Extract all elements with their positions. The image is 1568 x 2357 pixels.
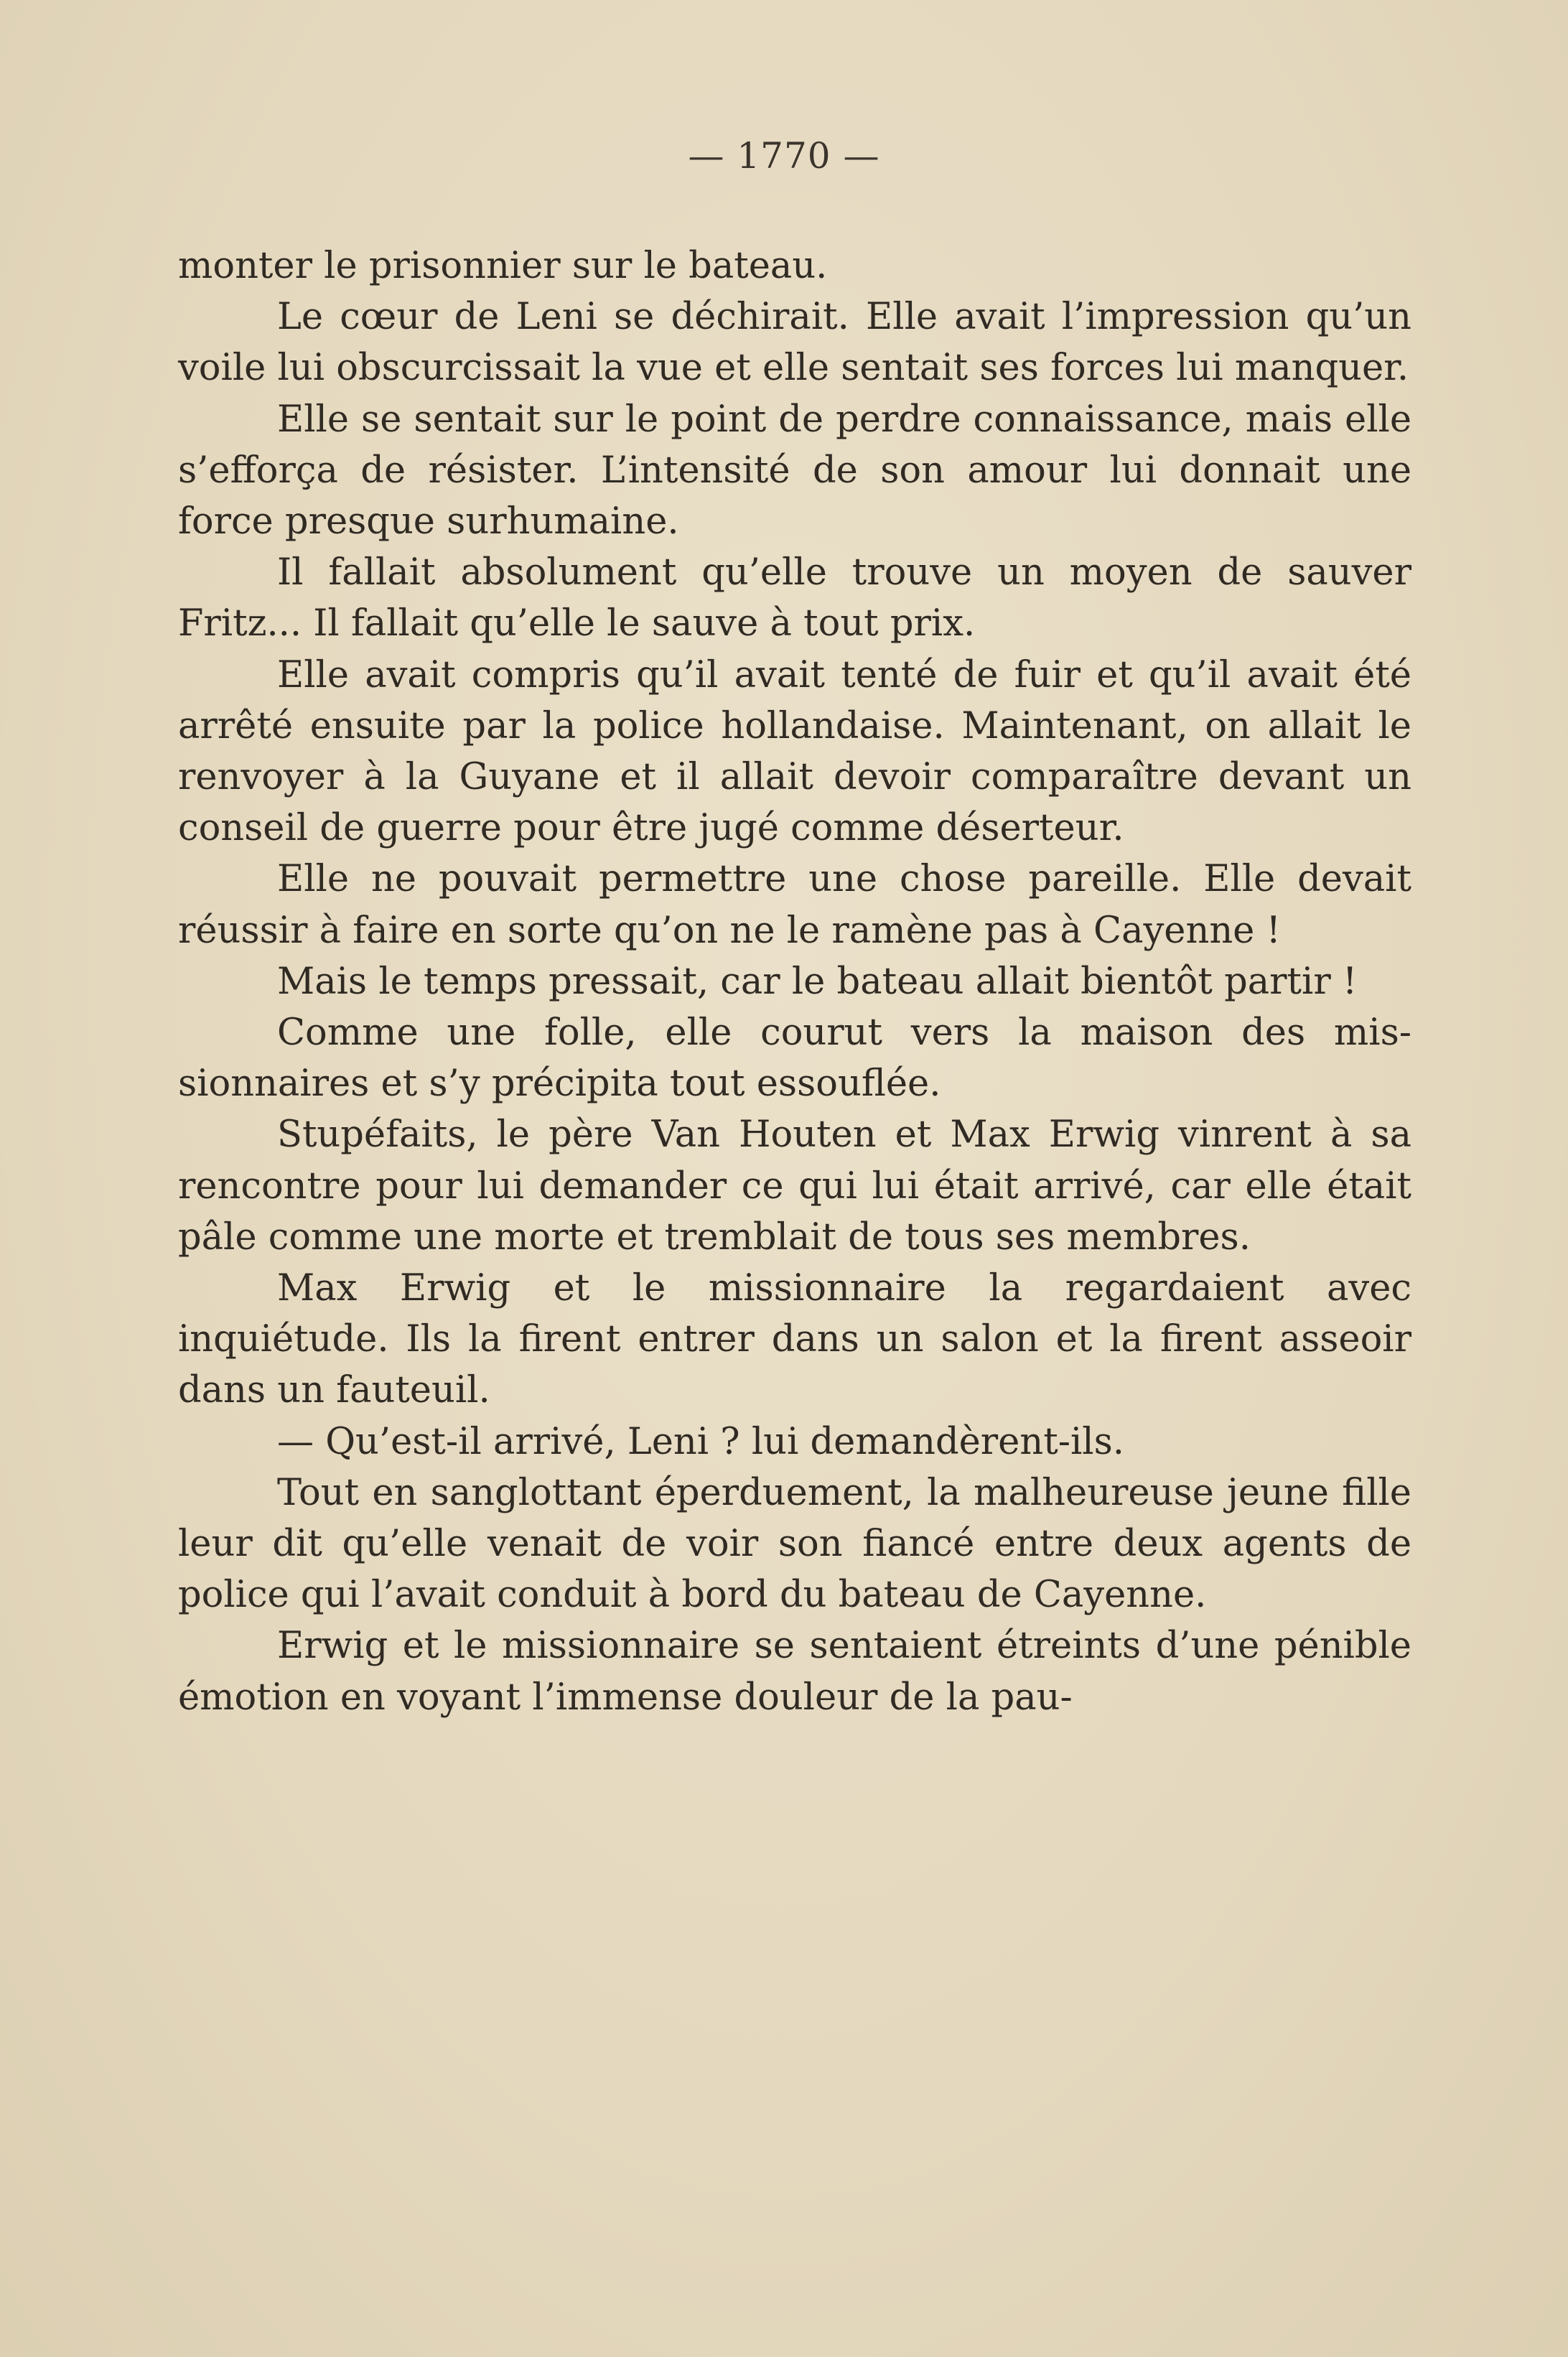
paragraph: Il fallait absolument qu’elle trouve un moyen de sauver Fritz... Il fallait qu’elle le sauve à tout prix.: [178, 551, 1411, 645]
page-number: — 1770 —: [688, 135, 880, 177]
paragraph: Erwig et le missionnaire se sentaient étreints d’une pénible émotion en voyant l’immense douleur de la pau-: [178, 1625, 1411, 1719]
paragraph: Elle ne pouvait permettre une chose pareille. Elle devait réussir à faire en sorte qu’on ne le ramène pas à Cayenne !: [178, 858, 1411, 952]
paragraph: Elle avait compris qu’il avait tenté de fuir et qu’il avait été arrêté ensuite par la police hollandaise. Maintenant, on allait le renvoyer à la Guyane et il allait devoir comparaître devant un conseil de guerre pour être jugé comme déserteur.: [178, 653, 1411, 850]
paragraph: Elle se sentait sur le point de perdre connaissance, mais elle s’efforça de résister. L’intensité de son amour lui donnait une force presque surhumaine.: [178, 398, 1411, 543]
paragraph: Mais le temps pressait, car le bateau allait bientôt partir !: [277, 960, 1358, 1003]
paragraph: monter le prisonnier sur le bateau.: [178, 245, 828, 287]
paragraph: Stupéfaits, le père Van Houten et Max Erwig vinrent à sa rencontre pour lui demander ce qui lui était arrivé, car elle était pâle comme une morte et tremblait de tous ses membres.: [178, 1114, 1411, 1259]
paragraph: Le cœur de Leni se déchirait. Elle avait l’impression qu’un voile lui obscurcissait la vue et elle sentait ses forces lui manquer.: [178, 296, 1411, 390]
paragraph: — Qu’est-il arrivé, Leni ? lui demandèrent-ils.: [277, 1420, 1124, 1463]
body-text: [178, 241, 1411, 1723]
paragraph: Comme une folle, elle courut vers la maison des missionnaires et s’y précipita tout essouflée.: [178, 1012, 1411, 1106]
paragraph: Max Erwig et le missionnaire la regardaient avec inquiétude. Ils la firent entrer dans un salon et la firent asseoir dans un fauteuil.: [178, 1267, 1411, 1412]
paragraph: Tout en sanglottant éperduement, la malheureuse jeune fille leur dit qu’elle venait de voir son fiancé entre deux agents de police qui l’avait conduit à bord du bateau de Cayenne.: [178, 1471, 1411, 1617]
